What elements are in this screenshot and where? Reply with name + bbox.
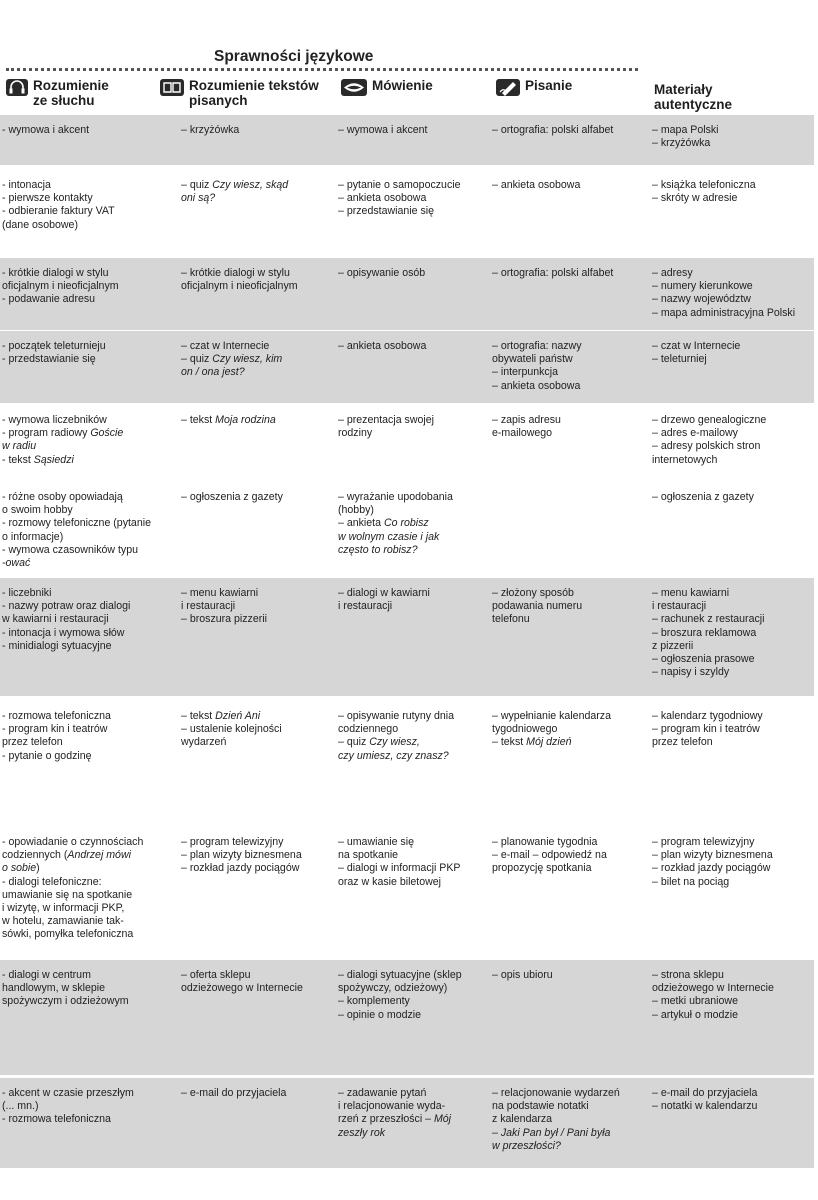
table-row — [0, 405, 814, 480]
writing-cell — [492, 969, 553, 982]
materials-cell — [652, 836, 773, 889]
cell-line: o sobie) — [2, 862, 40, 875]
writing-cell — [492, 836, 607, 876]
cell-line: - minidialogi sytuacyjne — [2, 639, 112, 652]
cell-line: - akcent w czasie przeszłym — [2, 1087, 134, 1099]
column-header-label: Pisanie — [525, 78, 573, 93]
cell-line: – ankieta osobowa — [492, 379, 581, 392]
cell-line: na podstawie notatki — [492, 1100, 589, 1113]
cell-line: – ustalenie kolejności — [181, 723, 282, 736]
cell-line: – menu kawiarni — [652, 587, 730, 599]
materials-cell — [652, 491, 754, 504]
cell-line: – drzewo genealogiczne — [652, 414, 767, 426]
cell-line: – wypełnianie kalendarza — [492, 710, 611, 722]
column-header-label: Rozumienie tekstów pisanych — [189, 78, 319, 108]
cell-line: – zadawanie pytań — [338, 1087, 427, 1099]
cell-line: – bilet na pociąg — [652, 875, 730, 888]
cell-line: - dialogi w centrum — [2, 969, 91, 981]
cell-line: – broszura pizzerii — [181, 613, 267, 626]
cell-line: (... mn.) — [2, 1100, 39, 1113]
cell-line: i restauracji — [181, 600, 236, 613]
writing-cell — [492, 267, 613, 280]
materials-cell — [652, 969, 774, 1022]
reading-cell — [181, 1087, 286, 1100]
writing-cell — [492, 124, 613, 137]
writing-cell — [492, 710, 611, 750]
cell-line: – opisywanie osób — [338, 267, 426, 279]
table-row — [0, 960, 814, 1075]
cell-line: w przeszłości? — [492, 1139, 561, 1152]
cell-line: – skróty w adresie — [652, 192, 738, 205]
table-row — [0, 827, 814, 957]
cell-line: odzieżowego w Internecie — [652, 982, 774, 995]
cell-line: obywateli państw — [492, 353, 573, 366]
cell-line: rodziny — [338, 427, 373, 440]
cell-line: – rozkład jazdy pociągów — [181, 862, 300, 875]
materials-cell — [652, 340, 740, 366]
column-header-label: Rozumienie ze słuchu — [33, 78, 109, 108]
table-row — [0, 170, 814, 256]
cell-line: - podawanie adresu — [2, 293, 96, 306]
listening-cell — [2, 969, 129, 1009]
table-row — [0, 701, 814, 821]
cell-line: – dialogi sytuacyjne (sklep — [338, 969, 462, 981]
listening-cell — [2, 267, 119, 307]
cell-line: tygodniowego — [492, 723, 558, 736]
column-header-label: Mówienie — [372, 78, 433, 93]
cell-line: – ankieta osobowa — [492, 179, 581, 191]
column-header-label: Materiały autentyczne — [654, 82, 733, 112]
speaking-cell — [338, 1087, 451, 1140]
cell-line: – książka telefoniczna — [652, 179, 756, 191]
cell-line: – mapa Polski — [652, 124, 719, 136]
cell-line: – ankieta osobowa — [338, 192, 427, 205]
cell-line: – mapa administracyjna Polski — [652, 306, 796, 319]
cell-line: – teleturniej — [652, 353, 707, 366]
cell-line: – interpunkcja — [492, 366, 558, 379]
speaking-cell — [338, 179, 461, 219]
cell-line: (dane osobowe) — [2, 218, 78, 231]
cell-line: wydarzeń — [181, 736, 227, 749]
reading-cell — [181, 836, 302, 876]
materials-cell — [652, 267, 795, 320]
speaking-cell — [338, 587, 430, 613]
speaking-cell — [338, 340, 426, 353]
table-row — [0, 115, 814, 165]
cell-line: -ować — [2, 557, 31, 570]
cell-line: propozycję spotkania — [492, 862, 592, 875]
cell-line: – dialogi w informacji PKP — [338, 862, 461, 875]
cell-line: – przedstawianie się — [338, 205, 434, 218]
cell-line: z pizzerii — [652, 639, 694, 652]
cell-line: – plan wizyty biznesmena — [652, 849, 773, 862]
cell-line: w radiu — [2, 440, 37, 453]
listening-cell — [2, 414, 123, 467]
cell-line: przez telefon — [652, 736, 713, 749]
cell-line: – rozkład jazdy pociągów — [652, 862, 771, 875]
reading-cell — [181, 710, 282, 750]
cell-line: oni są? — [181, 192, 216, 205]
cell-line: umawianie się na spotkanie — [2, 888, 133, 901]
cell-line: – program telewizyjny — [181, 836, 284, 848]
cell-line: – umawianie się — [338, 836, 414, 848]
cell-line: – quiz Czy wiesz, — [338, 736, 420, 749]
cell-line: podawania numeru — [492, 600, 583, 613]
speaking-cell — [338, 267, 425, 280]
cell-line: – ortografia: polski alfabet — [492, 124, 614, 136]
cell-line: rzeń z przeszłości – Mój — [338, 1113, 452, 1126]
table-row — [0, 1078, 814, 1168]
cell-line: – metki ubraniowe — [652, 995, 738, 1008]
cell-line: – opinie o modzie — [338, 1008, 422, 1021]
cell-line: na spotkanie — [338, 849, 399, 862]
cell-line: – ogłoszenia prasowe — [652, 653, 755, 666]
cell-line: (hobby) — [338, 504, 374, 517]
speaking-cell — [338, 124, 428, 137]
cell-line: - program kin i teatrów — [2, 723, 108, 736]
cell-line: - intonacja i wymowa słów — [2, 626, 125, 639]
cell-line: oficjalnym i nieoficjalnym — [2, 280, 119, 293]
cell-line: handlowym, w sklepie — [2, 982, 106, 995]
cell-line: – czat w Internecie — [652, 340, 741, 352]
cell-line: e-mailowego — [492, 427, 553, 440]
cell-line: – rachunek z restauracji — [652, 613, 765, 626]
cell-line: – ogłoszenia z gazety — [181, 491, 283, 503]
table-row — [0, 331, 814, 403]
speaking-cell — [338, 969, 462, 1022]
cell-line: – Jaki Pan był / Pani była — [492, 1126, 611, 1139]
cell-line: – e-mail do przyjaciela — [181, 1087, 287, 1099]
cell-line: – oferta sklepu — [181, 969, 251, 981]
cell-line: – adresy polskich stron — [652, 440, 761, 453]
cell-line: - krótkie dialogi w stylu — [2, 267, 109, 279]
cell-line: – quiz Czy wiesz, skąd — [181, 179, 289, 191]
cell-line: – ankieta Co robisz — [338, 517, 429, 530]
materials-cell — [652, 710, 763, 750]
cell-line: – krzyżówka — [181, 124, 240, 136]
materials-cell — [652, 179, 756, 205]
cell-line: często to robisz? — [338, 543, 418, 556]
materials-cell — [652, 1087, 757, 1113]
cell-line: sówki, pomyłka telefoniczna — [2, 928, 134, 941]
cell-line: - rozmowa telefoniczna — [2, 710, 111, 722]
cell-line: – wymowa i akcent — [338, 124, 428, 136]
cell-line: - początek teleturnieju — [2, 340, 106, 352]
listening-cell — [2, 179, 115, 232]
reading-cell — [181, 587, 267, 627]
cell-line: – krzyżówka — [652, 137, 711, 150]
cell-line: i restauracji — [652, 600, 707, 613]
cell-line: – ankieta osobowa — [338, 340, 427, 352]
reading-cell — [181, 179, 288, 205]
cell-line: – broszura reklamowa — [652, 626, 757, 639]
reading-cell — [181, 491, 283, 504]
cell-line: oficjalnym i nieoficjalnym — [181, 280, 298, 293]
cell-line: - tekst Sąsiedzi — [2, 453, 74, 466]
reading-cell — [181, 124, 239, 137]
cell-line: - program radiowy Goście — [2, 427, 124, 440]
listening-cell — [2, 710, 111, 763]
cell-line: - liczebniki — [2, 587, 52, 599]
cell-line: z kalendarza — [492, 1113, 553, 1126]
cell-line: – wyrażanie upodobania — [338, 491, 453, 503]
cell-line: – tekst Dzień Ani — [181, 710, 261, 722]
cell-line: – program kin i teatrów — [652, 723, 760, 736]
cell-line: codziennego — [338, 723, 399, 736]
cell-line: - wymowa liczebników — [2, 414, 107, 426]
table-row — [0, 482, 814, 574]
writing-cell — [492, 1087, 620, 1153]
speaking-cell — [338, 836, 460, 889]
cell-line: - wymowa czasowników typu — [2, 543, 138, 556]
cell-line: – numery kierunkowe — [652, 280, 753, 293]
cell-line: - przedstawianie się — [2, 353, 96, 366]
cell-line: – opis ubioru — [492, 969, 553, 981]
cell-line: - odbieranie faktury VAT — [2, 205, 115, 218]
cell-line: – nazwy województw — [652, 293, 751, 306]
cell-line: – adres e-mailowy — [652, 427, 738, 440]
cell-line: – quiz Czy wiesz, kim — [181, 353, 283, 366]
writing-cell — [492, 587, 582, 627]
cell-line: – komplementy — [338, 995, 410, 1008]
cell-line: - rozmowy telefoniczne (pytanie — [2, 517, 151, 530]
reading-cell — [181, 414, 276, 427]
cell-line: – relacjonowanie wydarzeń — [492, 1087, 620, 1099]
cell-line: spożywczym i odzieżowym — [2, 995, 129, 1008]
cell-line: on / ona jest? — [181, 366, 245, 379]
cell-line: – adresy — [652, 267, 693, 279]
section-title: Sprawności językowe — [214, 48, 374, 65]
cell-line: zeszły rok — [338, 1126, 386, 1139]
cell-line: spożywczy, odzieżowy) — [338, 982, 448, 995]
cell-line: – dialogi w kawiarni — [338, 587, 430, 599]
materials-cell — [652, 124, 719, 150]
cell-line: odzieżowego w Internecie — [181, 982, 303, 995]
cell-line: - intonacja — [2, 179, 51, 191]
materials-cell — [652, 587, 764, 679]
cell-line: w kawiarni i restauracji — [2, 613, 109, 626]
cell-line: w wolnym czasie i jak — [338, 530, 440, 543]
cell-line: – tekst Moja rodzina — [181, 414, 276, 426]
cell-line: – krótkie dialogi w stylu — [181, 267, 290, 279]
cell-line: – e-mail – odpowiedź na — [492, 849, 607, 862]
listening-cell — [2, 836, 143, 942]
cell-line: - wymowa i akcent — [2, 124, 90, 136]
cell-line: i restauracji — [338, 600, 393, 613]
reading-cell — [181, 340, 282, 380]
cell-line: – pytanie o samopoczucie — [338, 179, 461, 191]
cell-line: – ortografia: nazwy — [492, 340, 582, 352]
writing-cell — [492, 340, 582, 393]
cell-line: o informacje) — [2, 530, 64, 543]
cell-line: - pytanie o godzinę — [2, 749, 92, 762]
cell-line: - dialogi telefoniczne: — [2, 875, 102, 888]
table-row — [0, 578, 814, 696]
listening-cell — [2, 587, 130, 653]
writing-cell — [492, 414, 561, 440]
speaking-cell — [338, 491, 453, 557]
cell-line: – strona sklepu — [652, 969, 724, 981]
speaking-cell — [338, 710, 454, 763]
cell-line: – plan wizyty biznesmena — [181, 849, 302, 862]
cell-line: - różne osoby opowiadają — [2, 491, 123, 503]
cell-line: i wizytę, w informacji PKP, — [2, 902, 125, 915]
cell-line: - pierwsze kontakty — [2, 192, 93, 205]
cell-line: – prezentacja swojej — [338, 414, 434, 426]
cell-line: – opisywanie rutyny dnia — [338, 710, 455, 722]
cell-line: oraz w kasie biletowej — [338, 875, 442, 888]
cell-line: czy umiesz, czy znasz? — [338, 749, 449, 762]
cell-line: codziennych (Andrzej mówi — [2, 849, 131, 862]
listening-cell — [2, 491, 151, 570]
cell-line: przez telefon — [2, 736, 63, 749]
cell-line: i relacjonowanie wyda- — [338, 1100, 446, 1113]
listening-cell — [2, 1087, 134, 1127]
cell-line: – tekst Mój dzień — [492, 736, 572, 749]
cell-line: o swoim hobby — [2, 504, 73, 517]
cell-line: w hotelu, zamawianie tak- — [2, 915, 124, 928]
cell-line: – czat w Internecie — [181, 340, 270, 352]
speaking-cell — [338, 414, 434, 440]
cell-line: – kalendarz tygodniowy — [652, 710, 763, 722]
materials-cell — [652, 414, 766, 467]
cell-line: - rozmowa telefoniczna — [2, 1113, 111, 1126]
listening-cell — [2, 124, 89, 137]
cell-line: – zapis adresu — [492, 414, 561, 426]
cell-line: telefonu — [492, 613, 530, 626]
table-row — [0, 258, 814, 330]
cell-line: – e-mail do przyjaciela — [652, 1087, 758, 1099]
cell-line: – ogłoszenia z gazety — [652, 491, 754, 503]
cell-line: – złożony sposób — [492, 587, 574, 599]
cell-line: – planowanie tygodnia — [492, 836, 598, 848]
cell-line: – ortografia: polski alfabet — [492, 267, 614, 279]
cell-line: - opowiadanie o czynnościach — [2, 836, 144, 848]
cell-line: - nazwy potraw oraz dialogi — [2, 600, 131, 613]
reading-cell — [181, 267, 298, 293]
cell-line: – artykuł o modzie — [652, 1008, 738, 1021]
cell-line: – notatki w kalendarzu — [652, 1100, 758, 1113]
cell-line: – menu kawiarni — [181, 587, 259, 599]
cell-line: – napisy i szyldy — [652, 666, 730, 679]
writing-cell — [492, 179, 580, 192]
cell-line: internetowych — [652, 453, 718, 466]
reading-cell — [181, 969, 303, 995]
cell-line: – program telewizyjny — [652, 836, 755, 848]
listening-cell — [2, 340, 106, 366]
